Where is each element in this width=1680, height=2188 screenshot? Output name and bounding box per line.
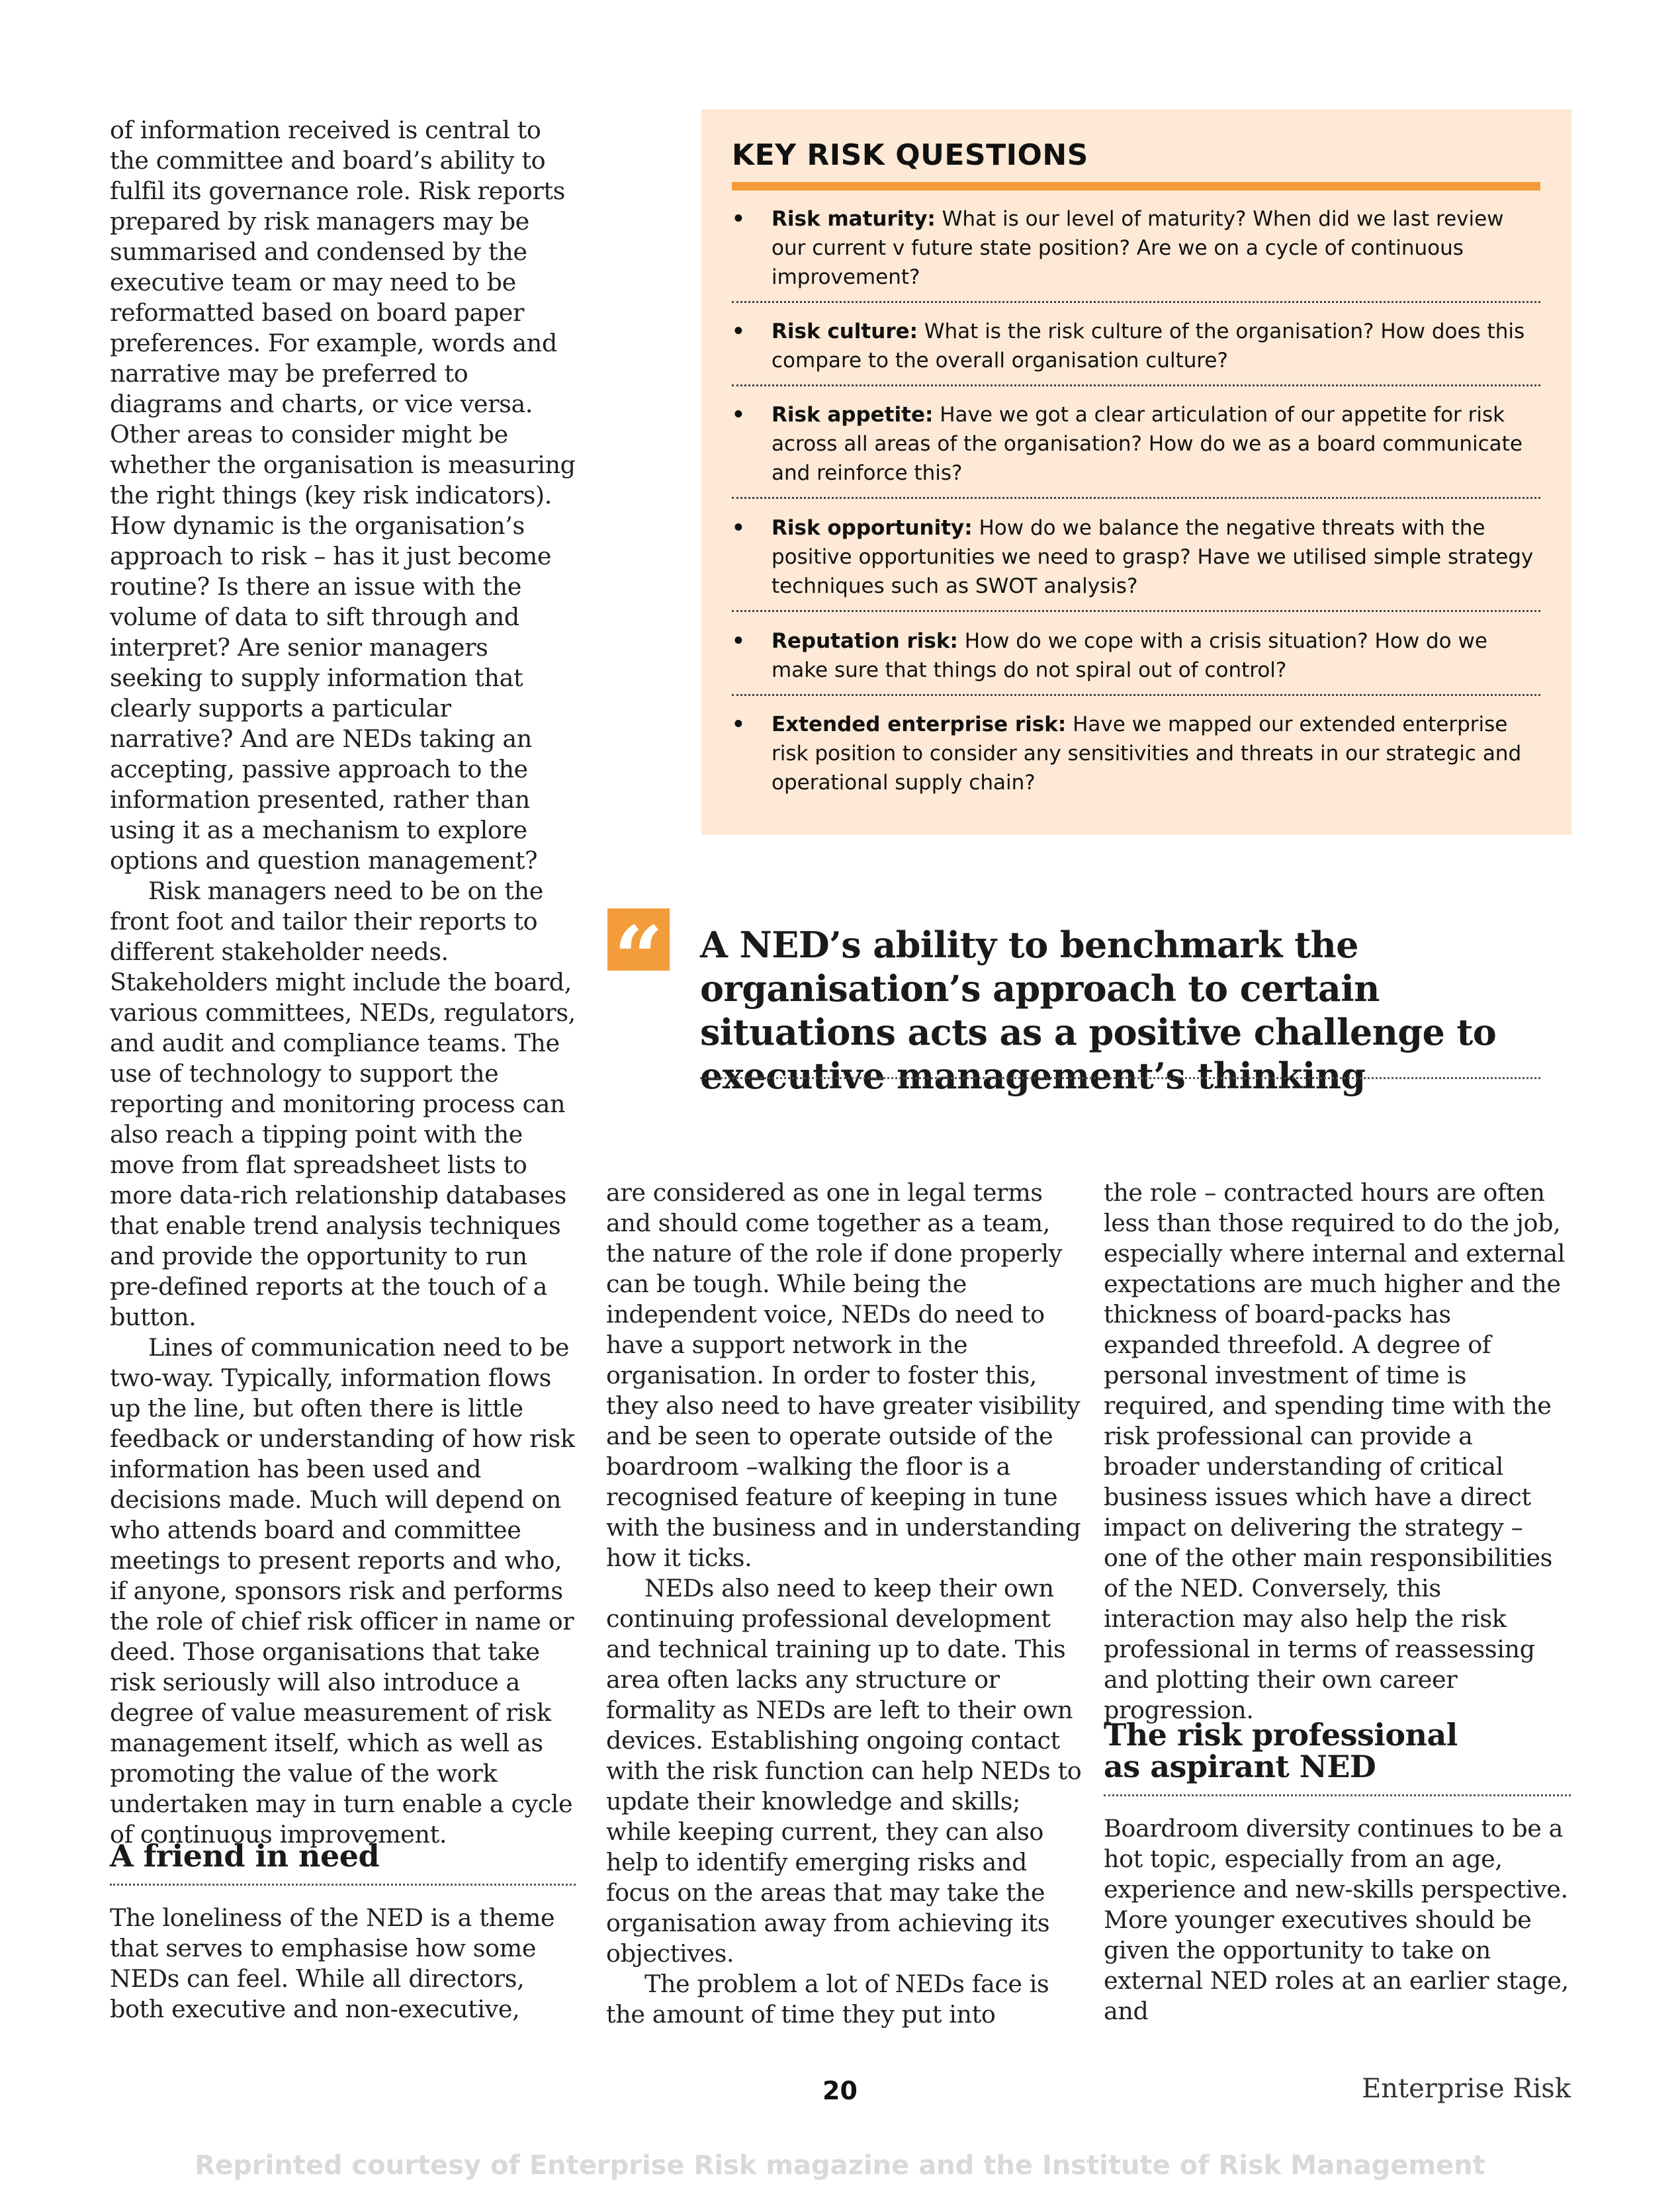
left-column xyxy=(110,115,581,1850)
question-label: Reputation risk: xyxy=(772,629,958,653)
question-label: Risk appetite: xyxy=(772,403,934,427)
bullet-icon: • xyxy=(732,629,745,653)
question-label: Risk maturity: xyxy=(772,207,936,231)
right-paragraph-1: the role – contracted hours are often less than those required to do the job, especially where internal and external expectations are much higher and the thickness of board-packs has expanded threefold. A degree of personal investment of time is required, and spending time with the risk professional can provide a broader understanding of critical business issues which have a direct impact on delivering the strategy – one of the other main responsibilities of the NED. Conversely, this interaction may also help the risk professional in terms of reassessing and plotting their own career progression. xyxy=(1104,1178,1566,1724)
right-column xyxy=(1104,1178,1573,1726)
question-label: Risk opportunity: xyxy=(772,516,973,540)
key-risk-questions-box xyxy=(701,109,1571,835)
middle-paragraph-3: The problem a lot of NEDs face is the amount of time they put into xyxy=(606,1970,1049,2029)
heading-divider xyxy=(110,1884,576,1886)
question-risk-appetite xyxy=(732,400,1540,499)
question-label: Risk culture: xyxy=(772,320,918,343)
page-number: 20 xyxy=(822,2076,858,2105)
bullet-icon: • xyxy=(732,516,745,540)
question-text: Have we mapped our extended enterprise risk position to consider any sensitivities and threats in our strategic and operational supply chain? xyxy=(772,713,1522,795)
question-risk-opportunity xyxy=(732,513,1540,612)
section-heading-risk-professional: The risk professional as aspirant NED xyxy=(1104,1717,1458,1784)
middle-paragraph-1: are considered as one in legal terms and should come together as a team, the nature of the role if done properly can be tough. While being the independent voice, NEDs do need to have a support network in the organisation. In order to foster this, they also need to have greater visibility and be seen to operate outside of the boardroom –walking the floor is a recognised feature of keeping in tune with the business and in understanding how it ticks. xyxy=(606,1178,1081,1572)
magazine-name: Enterprise Risk xyxy=(1362,2074,1571,2104)
left-paragraph-3: Lines of communication need to be two-way. Typically, information flows up the line, but often there is little feedback or understanding of how risk information has been used and decisions made. Much will depend on who attends board and committee meetings to present reports and who, if anyone, sponsors risk and performs the role of chief risk officer in name or deed. Those organisations that take risk seriously will also introduce a degree of value measurement of risk management itself, which as well as promoting the value of the work undertaken may in turn enable a cycle of continuous improvement. xyxy=(110,1333,575,1849)
bullet-icon: • xyxy=(732,207,745,231)
question-reputation-risk xyxy=(732,627,1540,696)
question-risk-culture xyxy=(732,317,1540,386)
section-heading-friend-in-need: A friend in need xyxy=(110,1838,380,1874)
bullet-icon: • xyxy=(732,713,745,736)
left-column-bottom xyxy=(110,1903,581,2025)
middle-paragraph-2: NEDs also need to keep their own continuing professional development and technical training up to date. This area often lacks any structure or formality as NEDs are left to their own devices. Establishing ongoing contact with the risk function can help NEDs to update their knowledge and skills; while keeping current, they can also help to identify emerging risks and focus on the areas that may take the organisation away from achieving its objectives. xyxy=(606,1574,1082,1968)
bullet-icon: • xyxy=(732,320,745,343)
left-paragraph-2: Risk managers need to be on the front foot and tailor their reports to different stakeholder needs. Stakeholders might include the board, various committees, NEDs, regulators, and audit and compliance teams. The use of technology to support the reporting and monitoring process can also reach a tipping point with the move from flat spreadsheet lists to more data-rich relationship databases that enable trend analysis techniques and provide the opportunity to run pre-defined reports at the touch of a button. xyxy=(110,877,576,1331)
bullet-icon: • xyxy=(732,403,745,427)
question-text: Have we got a clear articulation of our appetite for risk across all areas of the organisation? How do we as a board communicate and reinforce this? xyxy=(772,403,1523,485)
question-text: What is our level of maturity? When did we last review our current v future state position? Are we on a cycle of continuous improvement? xyxy=(772,207,1504,289)
left-paragraph-4: The loneliness of the NED is a theme that serves to emphasise how some NEDs can feel. While all directors, both executive and non-executive, xyxy=(110,1904,555,2023)
pull-quote-divider xyxy=(700,1077,1540,1079)
right-column-bottom xyxy=(1104,1814,1573,2027)
middle-column xyxy=(606,1178,1083,2030)
heading-divider xyxy=(1104,1794,1571,1796)
question-label: Extended enterprise risk: xyxy=(772,713,1067,736)
question-text: How do we cope with a crisis situation? How do we make sure that things do not spiral out of control? xyxy=(772,629,1487,682)
box-title: KEY RISK QUESTIONS xyxy=(732,138,1088,172)
pull-quote-text: A NED’s ability to benchmark the organisation’s approach to certain situations acts as a positive challenge to executive management’s thinking xyxy=(700,924,1497,1097)
box-title-rule xyxy=(732,182,1540,191)
question-extended-enterprise-risk xyxy=(732,710,1540,797)
quote-mark-icon: “ xyxy=(607,908,670,971)
left-paragraph-1: of information received is central to the committee and board’s ability to fulfil its governance role. Risk reports prepared by risk managers may be summarised and condensed by the executive team or may need to be reformatted based on board paper preferences. For example, words and narrative may be preferred to diagrams and charts, or vice versa. Other areas to consider might be whether the organisation is measuring the right things (key risk indicators). How dynamic is the organisation’s approach to risk – has it just become routine? Is there an issue with the volume of data to sift through and interpret? Are senior managers seeking to supply information that clearly supports a particular narrative? And are NEDs taking an accepting, passive approach to the information presented, rather than using it as a mechanism to explore options and question management? xyxy=(110,116,576,875)
right-paragraph-2: Boardroom diversity continues to be a hot topic, especially from an age, experience and new-skills perspective. More younger executives should be given the opportunity to take on external NED roles at an earlier stage, and xyxy=(1104,1814,1569,2025)
question-text: What is the risk culture of the organisation? How does this compare to the overall organisation culture? xyxy=(772,320,1525,372)
question-text: How do we balance the negative threats with the positive opportunities we need to grasp? Have we utilised simple strategy techniques such as SWOT analysis? xyxy=(772,516,1534,598)
question-risk-maturity xyxy=(732,204,1540,303)
reprint-credit: Reprinted courtesy of Enterprise Risk magazine and the Institute of Risk Management xyxy=(195,2150,1485,2181)
